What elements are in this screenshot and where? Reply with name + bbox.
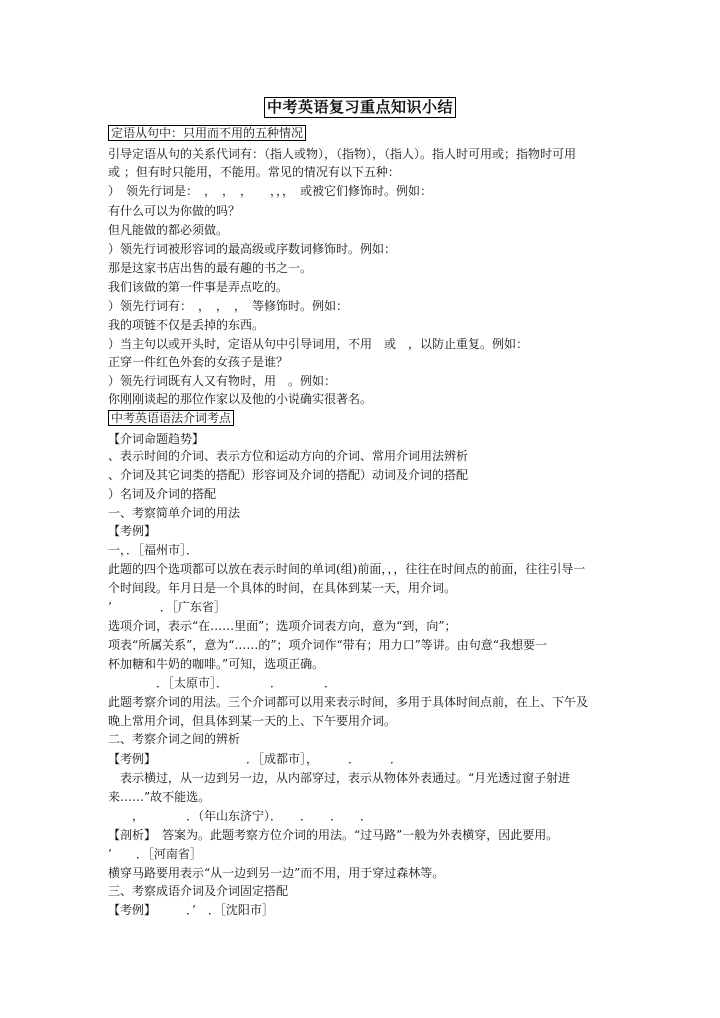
text-line: 、表示时间的介词、表示方位和运动方向的介词、常用介词用法辨析 (108, 449, 469, 463)
document-title: 中考英语复习重点知识小结 (264, 97, 456, 118)
text-line: 、介词及其它词类的搭配）形容词及介词的搭配）动词及介词的搭配 (108, 468, 469, 482)
text-line: 正穿一件红色外套的女孩子是谁？ (108, 355, 289, 369)
text-line: 【介词命题趋势】 (108, 432, 205, 446)
text-line: 杯加糖和牛奶的咖啡。”可知，选项正确。 (108, 657, 325, 671)
text-line: 个时间段。年月日是一个具体的时间，在具体到某一天，用介词。 (108, 581, 457, 595)
text-line: ）领先行词既有人又有物时，用 。例如： (108, 374, 337, 388)
text-line: ．［太原市］． ． ． (108, 676, 337, 690)
text-line: 我的项链不仅是丢掉的东西。 (108, 318, 265, 332)
text-line: 来……”故不能选。 (108, 790, 211, 804)
text-line: 一，．［福州市］． (108, 543, 199, 557)
text-line: 此题考察介词的用法。三个介词都可以用来表示时间，多用于具体时间点前，在上、下午及 (108, 695, 589, 709)
text-line: 【考例】 ．［成都市］， ． ． (108, 752, 403, 766)
text-line: 项表“所属关系”，意为“……的”；项介词作“带有；用力口”等讲。由句意“我想要一 (108, 638, 547, 652)
text-line: ’ ．［河南省］ (108, 847, 202, 861)
text-line: 【考例】 (108, 524, 157, 538)
text-line: ）名词及介词的搭配 (108, 487, 217, 501)
text-line: 选项介词，表示“在……里面”；选项介词表方向，意为“到，向”； (108, 619, 457, 633)
text-line: 我们该做的第一件事是弄点吃的。 (108, 280, 289, 294)
text-line: 引导定语从句的关系代词有：（指人或物），（指物），（指人）。指人时可用或；指物时可用 (108, 147, 577, 161)
text-line: 二、考察介词之间的辨析 (108, 732, 241, 746)
text-line: 此题的四个选项都可以放在表示时间的单词(组)前面，，，往往在时间点的前面，往往引导一 (108, 562, 586, 576)
section-heading-prepositions: 中考英语语法介词考点 (108, 409, 618, 427)
text-line: ）领先行词被形容词的最高级或序数词修饰时。例如： (108, 242, 397, 256)
text-line: 晚上常用介词，但具体到某一天的上、下午要用介词。 (108, 714, 397, 728)
text-line: 【考例】 ．’ ．［沈阳市］ (108, 903, 274, 917)
text-line: 三、考察成语介词及介词固定搭配 (108, 884, 289, 898)
text-line: 【剖析】 答案为。此题考察方位介词的用法。“过马路”一般为外表横穿，因此要用。 (108, 828, 559, 842)
text-line: ）当主句以或开头时，定语从句中引导词用，不用 或 ，以防止重复。例如： (108, 337, 529, 351)
text-line: 那是这家书店出售的最有趣的书之一。 (108, 261, 313, 275)
text-line: 一、考察简单介词的用法 (108, 506, 241, 520)
text-line: 你刚刚谈起的那位作家以及他的小说确实很著名。 (108, 392, 373, 406)
text-line: ） 领先行词是： ， ， ， ，，， 或被它们修饰时。例如： (108, 184, 433, 198)
text-line: 但凡能做的都必须做。 (108, 223, 229, 237)
text-line: ， ．（年山东济宁）． ． ． ． (108, 809, 373, 823)
text-line: 表示横过，从一边到另一边，从内部穿过，表示从物体外表通过。“月光透过窗子射进 (108, 771, 571, 785)
text-line: ’ ．［广东省］ (108, 600, 226, 614)
text-line: ）领先行词有： ， ， ， 等修饰时。例如： (108, 299, 349, 313)
text-line: 或 ；但有时只能用，不能用。常见的情况有以下五种： (108, 165, 400, 179)
text-line: 有什么可以为你做的吗？ (108, 204, 241, 218)
text-line: 横穿马路要用表示“从一边到另一边”而不用，用于穿过森林等。 (108, 866, 445, 880)
section-heading-relative-clause: 定语从句中：只用而不用的五种情况 (108, 124, 618, 142)
